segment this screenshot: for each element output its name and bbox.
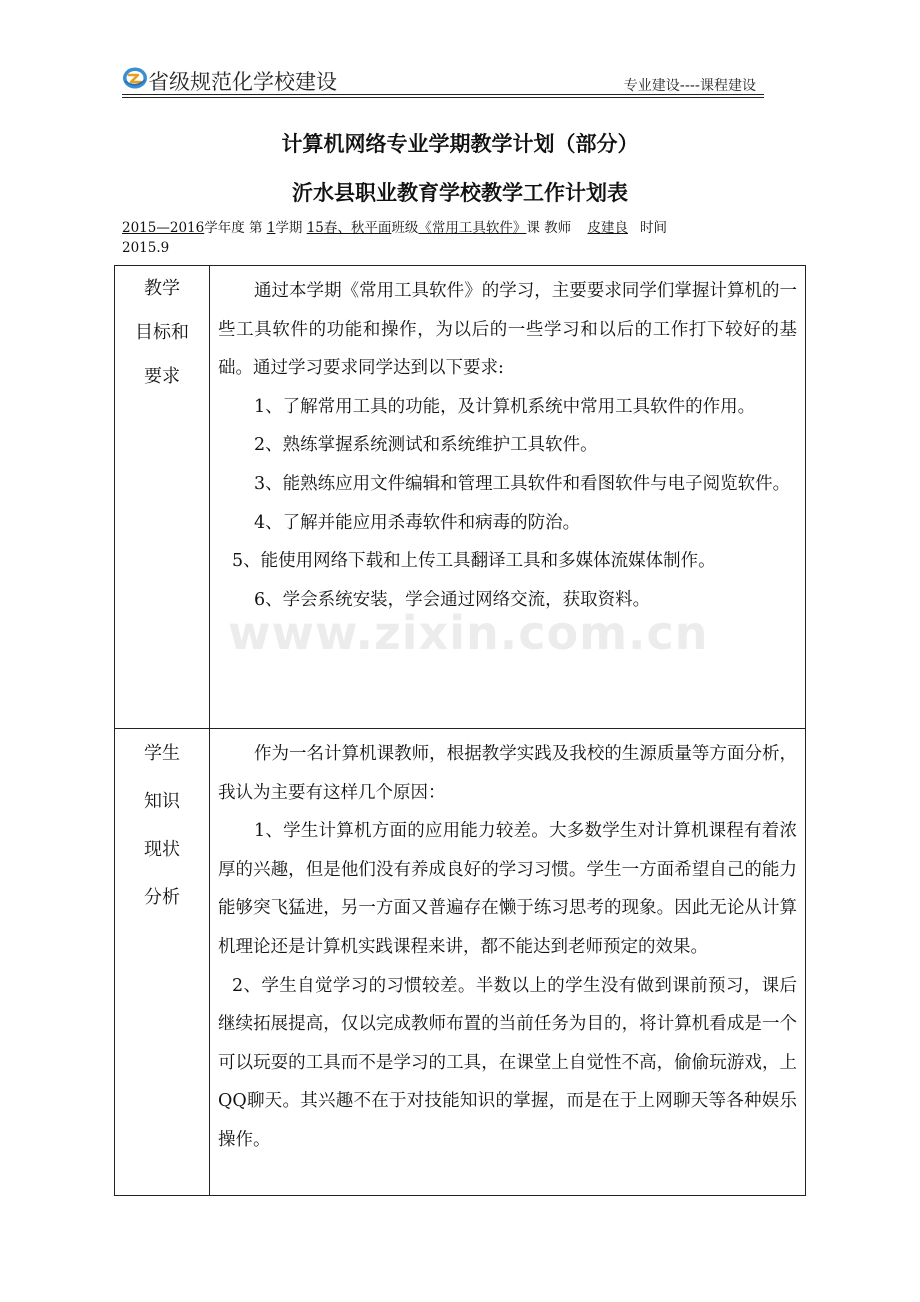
- label-line: 现状: [144, 839, 180, 860]
- school-year-suffix: 学年度 第: [204, 220, 263, 236]
- paragraph: 4、了解并能应用杀毒软件和病毒的防治。: [254, 512, 581, 533]
- paragraph: 作为一名计算机课教师，根据教学实践及我校的生源质量等方面分析，我认为主要有这样几个原因：: [218, 744, 797, 803]
- paragraph: 2、熟练掌握系统测试和系统维护工具软件。: [254, 435, 598, 456]
- table-row: [115, 729, 806, 1196]
- school-name: 省级规范化学校建设: [148, 70, 337, 94]
- label-line: 目标和: [135, 322, 189, 343]
- class-suffix: 班级: [391, 220, 419, 236]
- paragraph: 5、能使用网络下载和上传工具翻译工具和多媒体流媒体制作。: [232, 551, 716, 572]
- term-number: 1: [266, 220, 276, 236]
- section-label: [115, 729, 210, 1196]
- paragraph: 2、学生自觉学习的习惯较差。半数以上的学生没有做到课前预习，课后继续拓展提高，仅以完成教师布置的当前任务为目的，将计算机看成是一个可以玩耍的工具而不是学习的工具，在课堂上自觉性不高，偷偷玩游戏，上QQ聊天。其兴趣不在于对技能知识的掌握，而是在于上网聊天等各种娱乐操作。: [218, 975, 797, 1150]
- paragraph: 6、学会系统安装，学会通过网络交流，获取资料。: [254, 589, 651, 610]
- document-subtitle: 沂水县职业教育学校教学工作计划表: [292, 181, 628, 205]
- page-header: [122, 64, 764, 96]
- paragraph: 1、学生计算机方面的应用能力较差。大多数学生对计算机课程有着浓厚的兴趣，但是他们没有养成良好的学习习惯。学生一方面希望自己的能力能够突飞猛进，另一方面又普遍存在懒于练习思考的现象。因此无论从计算机理论还是计算机实践课程来讲，都不能达到老师预定的效果。: [218, 821, 797, 957]
- header-rule-double: [122, 97, 764, 98]
- paragraph: 通过本学期《常用工具软件》的学习，主要要求同学们掌握计算机的一些工具软件的功能和操作，为以后的一些学习和以后的工作打下较好的基础。通过学习要求同学达到以下要求:: [218, 281, 797, 379]
- label-line: 教学: [144, 278, 180, 299]
- header-rule: [122, 94, 764, 95]
- term-suffix: 学期: [275, 220, 303, 236]
- teacher-name: 皮建良: [587, 220, 628, 236]
- label-line: 学生: [144, 743, 180, 764]
- section-label: [115, 266, 210, 729]
- plan-date: 2015.9: [122, 240, 170, 256]
- document-title: 计算机网络专业学期教学计划（部分）: [281, 132, 639, 156]
- section-title: 专业建设----课程建设: [623, 78, 756, 94]
- course-name: 《常用工具软件》: [418, 220, 527, 236]
- plan-meta: [122, 218, 806, 258]
- section-content: [210, 729, 806, 1196]
- label-line: 分析: [144, 887, 180, 908]
- school-logo-icon: [122, 66, 148, 90]
- plan-table: [114, 265, 806, 1196]
- section-content: [210, 266, 806, 729]
- school-year: 2015—2016: [122, 220, 205, 236]
- table-row: [115, 266, 806, 729]
- course-suffix: 课 教师: [526, 220, 572, 236]
- label-line: 要求: [144, 366, 180, 387]
- time-label: 时间: [639, 220, 667, 236]
- class-name: 15春、秋平面: [306, 220, 392, 236]
- paragraph: 3、能熟练应用文件编辑和管理工具软件和看图软件与电子阅览软件。: [254, 473, 791, 494]
- label-line: 知识: [144, 791, 180, 812]
- paragraph: 1、了解常用工具的功能，及计算机系统中常用工具软件的作用。: [254, 396, 756, 417]
- watermark: www.zixin.com.cn: [228, 606, 709, 660]
